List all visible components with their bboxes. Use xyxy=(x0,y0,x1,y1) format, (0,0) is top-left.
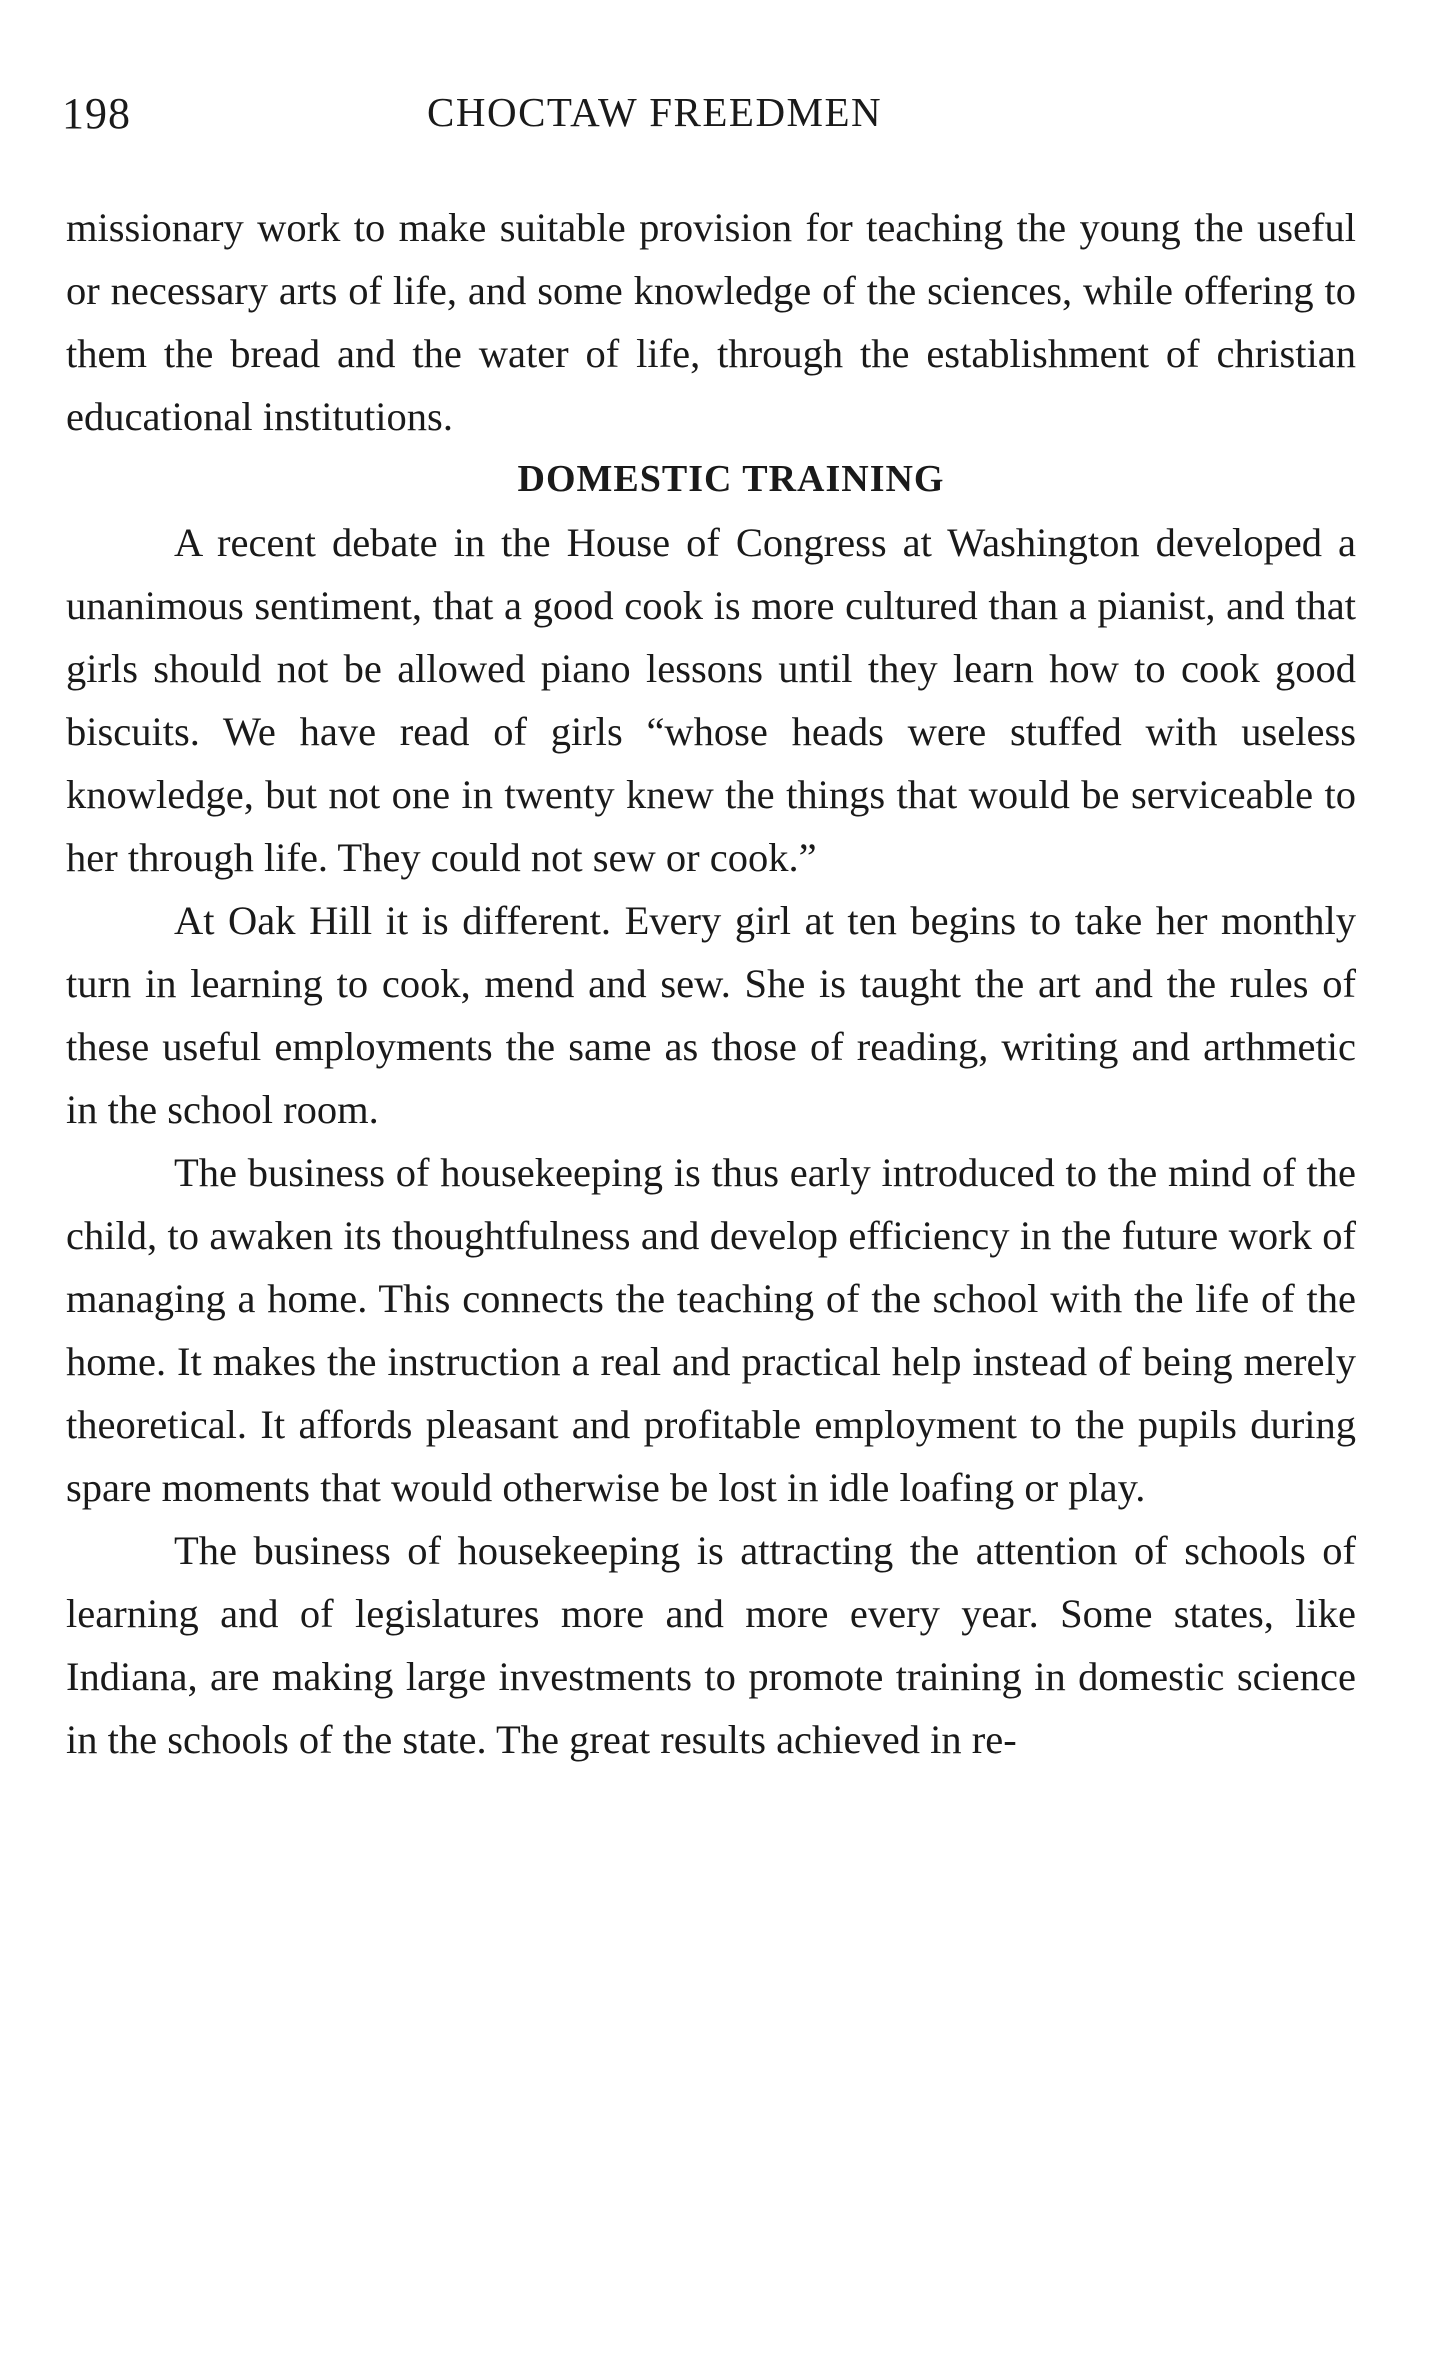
running-header xyxy=(62,88,1362,148)
paragraph: At Oak Hill it is different. Every girl at ten begins to take her monthly turn in learning to cook, mend and sew. She is taught the art and the rules of these useful employments the same as those of reading, writing and arthmetic in the school room. xyxy=(66,898,1356,1132)
page-number: 198 xyxy=(62,89,131,138)
paragraph: A recent debate in the House of Congress at Washington developed a unanimous sentiment, that a good cook is more cultured than a pianist, and that girls should not be allowed piano lessons until they learn how to cook good biscuits. We have read of girls “whose heads were stuffed with useless knowledge, but not one in twenty knew the things that would be serviceable to her through life. They could not sew or cook.” xyxy=(66,520,1356,880)
running-title: CHOCTAW FREEDMEN xyxy=(427,89,883,135)
section-heading: DOMESTIC TRAINING xyxy=(517,458,945,500)
paragraph: The business of housekeeping is thus early introduced to the mind of the child, to awaken its thoughtfulness and develop efficiency in the future work of managing a home. This connects the teaching of the school with the life of the home. It makes the instruction a real and practical help instead of being merely theoretical. It affords pleasant and profitable employment to the pupils during spare moments that would otherwise be lost in idle loafing or play. xyxy=(66,1150,1356,1510)
paragraph-continuation: missionary work to make suitable provision for teaching the young the useful or necessary arts of life, and some knowledge of the sciences, while offering to them the bread and the water of life, through the establishment of christian educational institutions. xyxy=(66,205,1356,439)
body-text xyxy=(66,196,1356,1771)
paragraph: The business of housekeeping is attracting the attention of schools of learning and of legislatures more and more every year. Some states, like Indiana, are making large investments to promote training in domestic science in the schools of the state. The great results achieved in re- xyxy=(66,1528,1356,1762)
